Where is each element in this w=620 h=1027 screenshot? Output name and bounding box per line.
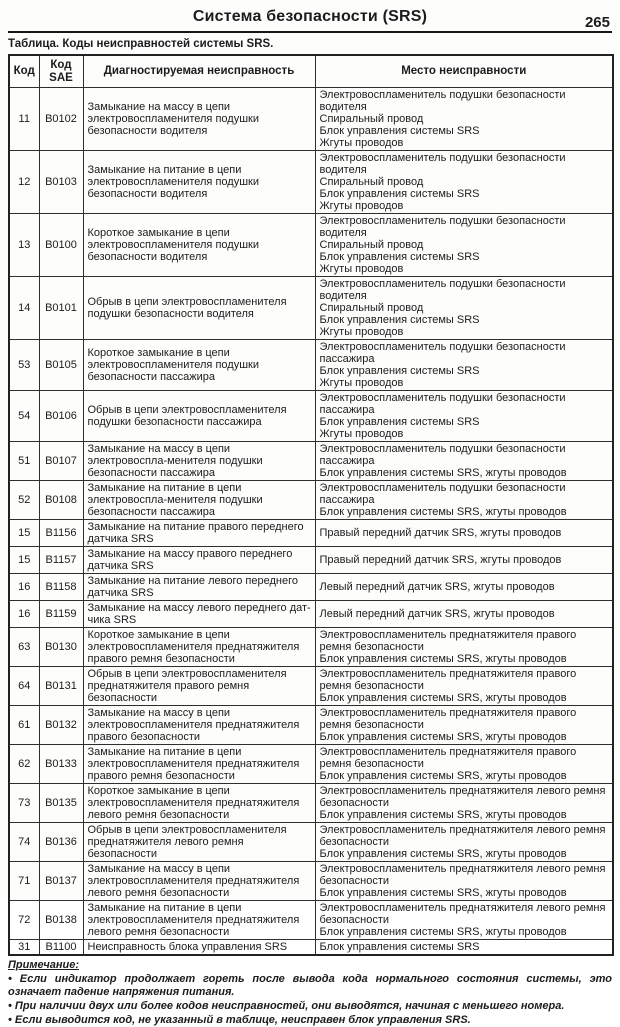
notes-list (8, 973, 612, 1027)
fault-code-cell: 14 (9, 277, 39, 340)
table-header-row (9, 55, 613, 88)
fault-location-cell (315, 391, 613, 442)
fault-description-cell: Неисправность блока управления SRS (83, 940, 315, 956)
sae-code-cell: B1158 (39, 574, 83, 601)
table-row (9, 214, 613, 277)
location-line: Блок управления системы SRS, жгуты проводов (319, 467, 567, 479)
location-line: Электровоспламенитель подушки безопасности пассажира (319, 392, 566, 416)
fault-code-cell: 11 (9, 88, 39, 151)
table-row (9, 481, 613, 520)
sae-code-cell: B1156 (39, 520, 83, 547)
sae-code-cell: B0133 (39, 745, 83, 784)
location-line: Правый передний датчик SRS, жгуты проводов (319, 527, 562, 539)
table-caption: Таблица. Коды неисправностей системы SRS. (8, 38, 274, 50)
table-row (9, 151, 613, 214)
table-row (9, 391, 613, 442)
table-row (9, 442, 613, 481)
location-line: Блок управления системы SRS, жгуты проводов (319, 848, 567, 860)
sae-code-cell: B0132 (39, 706, 83, 745)
location-line: Блок управления системы SRS (319, 188, 480, 200)
notes-label: Примечание: (8, 959, 80, 971)
location-line: Жгуты проводов (319, 137, 404, 149)
fault-code-cell: 15 (9, 520, 39, 547)
fault-description-cell: Замыкание на питание правого переднего датчика SRS (83, 520, 315, 547)
location-line: Электровоспламенитель преднатяжителя правого ремня безопасности (319, 707, 577, 731)
fault-description-cell: Короткое замыкание в цепи электровоспламенителя подушки безопасности водителя (83, 214, 315, 277)
location-line: Электровоспламенитель подушки безопасности пассажира (319, 341, 566, 365)
fault-description-cell: Обрыв в цепи электровоспламенителя преднатяжителя правого ремня безопасности (83, 667, 315, 706)
fault-location-cell (315, 442, 613, 481)
table-row (9, 745, 613, 784)
fault-location-cell (315, 784, 613, 823)
fault-code-cell: 53 (9, 340, 39, 391)
fault-location-cell (315, 901, 613, 940)
fault-description-cell: Замыкание на питание левого переднего датчика SRS (83, 574, 315, 601)
sae-code-cell: B0136 (39, 823, 83, 862)
location-line: Спиральный провод (319, 239, 424, 251)
fault-code-cell: 62 (9, 745, 39, 784)
fault-code-cell: 51 (9, 442, 39, 481)
fault-location-cell (315, 574, 613, 601)
column-header-fault: Диагностируемая неисправность (83, 55, 315, 88)
fault-code-cell: 73 (9, 784, 39, 823)
fault-code-cell: 15 (9, 547, 39, 574)
sae-code-cell: B0106 (39, 391, 83, 442)
sae-code-cell: B0130 (39, 628, 83, 667)
fault-location-cell (315, 520, 613, 547)
location-line: Блок управления системы SRS, жгуты проводов (319, 770, 567, 782)
fault-code-cell: 74 (9, 823, 39, 862)
table-row (9, 901, 613, 940)
location-line: Правый передний датчик SRS, жгуты проводов (319, 554, 562, 566)
fault-description-cell: Замыкание на массу в цепи электровоспламенителя подушки безопасности водителя (83, 88, 315, 151)
fault-code-cell: 16 (9, 601, 39, 628)
location-line: Электровоспламенитель преднатяжителя левого ремня безопасности (319, 785, 606, 809)
notes-section (8, 959, 612, 1027)
fault-code-cell: 72 (9, 901, 39, 940)
table-row (9, 628, 613, 667)
fault-code-cell: 63 (9, 628, 39, 667)
fault-location-cell (315, 214, 613, 277)
location-line: Блок управления системы SRS, жгуты проводов (319, 926, 567, 938)
fault-code-cell: 54 (9, 391, 39, 442)
location-line: Жгуты проводов (319, 377, 404, 389)
location-line: Блок управления системы SRS, жгуты проводов (319, 731, 567, 743)
fault-location-cell (315, 151, 613, 214)
sae-code-cell: B0105 (39, 340, 83, 391)
location-line: Электровоспламенитель преднатяжителя левого ремня безопасности (319, 863, 606, 887)
fault-description-cell: Замыкание на массу в цепи электровоспламенителя преднатяжителя правого безопасности (83, 706, 315, 745)
page-title: Система безопасности (SRS) (192, 8, 428, 25)
table-row (9, 667, 613, 706)
location-line: Электровоспламенитель преднатяжителя правого ремня безопасности (319, 668, 577, 692)
note-item: • При наличии двух или более кодов неисправностей, они выводятся, начиная с меньшего номера. (8, 1000, 612, 1013)
fault-description-cell: Замыкание на питание в цепи электровоспламенителя преднатяжителя левого ремня безопасности (83, 901, 315, 940)
note-item: • Если индикатор продолжает гореть после вывода кода нормального состояния системы, это означает падение напряжения питания. (8, 973, 612, 999)
location-line: Блок управления системы SRS, жгуты проводов (319, 887, 567, 899)
location-line: Блок управления системы SRS (319, 941, 480, 953)
location-line: Блок управления системы SRS, жгуты проводов (319, 809, 567, 821)
fault-code-cell: 13 (9, 214, 39, 277)
location-line: Электровоспламенитель преднатяжителя левого ремня безопасности (319, 824, 606, 848)
column-header-location: Место неисправности (315, 55, 613, 88)
fault-codes-table (8, 54, 614, 956)
location-line: Блок управления системы SRS (319, 365, 480, 377)
fault-code-cell: 12 (9, 151, 39, 214)
sae-code-cell: B0107 (39, 442, 83, 481)
fault-location-cell (315, 862, 613, 901)
fault-description-cell: Обрыв в цепи электровоспламенителя подушки безопасности пассажира (83, 391, 315, 442)
sae-code-cell: B0131 (39, 667, 83, 706)
table-row (9, 862, 613, 901)
fault-code-cell: 71 (9, 862, 39, 901)
table-row (9, 277, 613, 340)
fault-description-cell: Замыкание на питание в цепи электровоспламенителя преднатяжителя правого ремня безопасности (83, 745, 315, 784)
sae-code-cell: B0137 (39, 862, 83, 901)
fault-description-cell: Короткое замыкание в цепи электровоспламенителя преднатяжителя левого ремня безопасности (83, 784, 315, 823)
location-line: Электровоспламенитель преднатяжителя левого ремня безопасности (319, 902, 606, 926)
table-row (9, 823, 613, 862)
fault-location-cell (315, 547, 613, 574)
location-line: Блок управления системы SRS, жгуты проводов (319, 653, 567, 665)
location-line: Блок управления системы SRS (319, 251, 480, 263)
fault-location-cell (315, 823, 613, 862)
location-line: Левый передний датчик SRS, жгуты проводов (319, 581, 555, 593)
table-row (9, 574, 613, 601)
fault-code-cell: 31 (9, 940, 39, 956)
sae-code-cell: B0100 (39, 214, 83, 277)
fault-description-cell: Короткое замыкание в цепи электровоспламенителя преднатяжителя правого ремня безопасности (83, 628, 315, 667)
location-line: Спиральный провод (319, 176, 424, 188)
fault-location-cell (315, 481, 613, 520)
fault-location-cell (315, 277, 613, 340)
table-row (9, 88, 613, 151)
table-row (9, 784, 613, 823)
sae-code-cell: B0103 (39, 151, 83, 214)
fault-code-cell: 16 (9, 574, 39, 601)
location-line: Электровоспламенитель подушки безопасности водителя (319, 152, 566, 176)
fault-location-cell (315, 601, 613, 628)
location-line: Спиральный провод (319, 113, 424, 125)
fault-location-cell (315, 745, 613, 784)
location-line: Жгуты проводов (319, 326, 404, 338)
fault-description-cell: Обрыв в цепи электровоспламенителя подушки безопасности водителя (83, 277, 315, 340)
location-line: Блок управления системы SRS (319, 125, 480, 137)
note-item: • Если выводится код, не указанный в таблице, неисправен блок управления SRS. (8, 1014, 612, 1027)
location-line: Электровоспламенитель подушки безопасности пассажира (319, 443, 566, 467)
location-line: Электровоспламенитель подушки безопасности водителя (319, 89, 566, 113)
sae-code-cell: B1159 (39, 601, 83, 628)
location-line: Жгуты проводов (319, 428, 404, 440)
column-header-sae-code: Код SAE (39, 55, 83, 88)
location-line: Блок управления системы SRS, жгуты проводов (319, 692, 567, 704)
fault-location-cell (315, 340, 613, 391)
location-line: Электровоспламенитель подушки безопасности пассажира (319, 482, 566, 506)
fault-description-cell: Обрыв в цепи электровоспламенителя преднатяжителя левого ремня безопасности (83, 823, 315, 862)
location-line: Спиральный провод (319, 302, 424, 314)
location-line: Электровоспламенитель преднатяжителя правого ремня безопасности (319, 629, 577, 653)
fault-description-cell: Замыкание на массу в цепи электровоспламенителя преднатяжителя левого ремня безопасности (83, 862, 315, 901)
page-header (8, 8, 612, 33)
page-number: 265 (584, 14, 610, 31)
fault-description-cell: Замыкание на питание в цепи электровоспла-менителя подушки безопасности пассажира (83, 481, 315, 520)
table-row (9, 601, 613, 628)
location-line: Левый передний датчик SRS, жгуты проводов (319, 608, 555, 620)
fault-location-cell (315, 706, 613, 745)
sae-code-cell: B0101 (39, 277, 83, 340)
sae-code-cell: B0138 (39, 901, 83, 940)
fault-description-cell: Короткое замыкание в цепи электровоспламенителя подушки безопасности пассажира (83, 340, 315, 391)
fault-code-cell: 64 (9, 667, 39, 706)
table-row (9, 547, 613, 574)
table-row (9, 940, 613, 956)
table-row (9, 340, 613, 391)
location-line: Электровоспламенитель преднатяжителя правого ремня безопасности (319, 746, 577, 770)
sae-code-cell: B0135 (39, 784, 83, 823)
fault-location-cell (315, 667, 613, 706)
fault-description-cell: Замыкание на массу в цепи электровоспла-менителя подушки безопасности пассажира (83, 442, 315, 481)
location-line: Блок управления системы SRS, жгуты проводов (319, 506, 567, 518)
fault-code-cell: 61 (9, 706, 39, 745)
sae-code-cell: B0102 (39, 88, 83, 151)
sae-code-cell: B1100 (39, 940, 83, 956)
table-body (9, 88, 613, 956)
location-line: Жгуты проводов (319, 200, 404, 212)
location-line: Жгуты проводов (319, 263, 404, 275)
fault-description-cell: Замыкание на массу левого переднего дат-чика SRS (83, 601, 315, 628)
sae-code-cell: B0108 (39, 481, 83, 520)
location-line: Электровоспламенитель подушки безопасности водителя (319, 278, 566, 302)
fault-location-cell (315, 940, 613, 956)
fault-description-cell: Замыкание на массу правого переднего датчика SRS (83, 547, 315, 574)
location-line: Блок управления системы SRS (319, 416, 480, 428)
table-row (9, 706, 613, 745)
fault-location-cell (315, 88, 613, 151)
column-header-code: Код (9, 55, 39, 88)
fault-location-cell (315, 628, 613, 667)
fault-description-cell: Замыкание на питание в цепи электровоспламенителя подушки безопасности водителя (83, 151, 315, 214)
location-line: Электровоспламенитель подушки безопасности водителя (319, 215, 566, 239)
table-row (9, 520, 613, 547)
fault-code-cell: 52 (9, 481, 39, 520)
location-line: Блок управления системы SRS (319, 314, 480, 326)
sae-code-cell: B1157 (39, 547, 83, 574)
